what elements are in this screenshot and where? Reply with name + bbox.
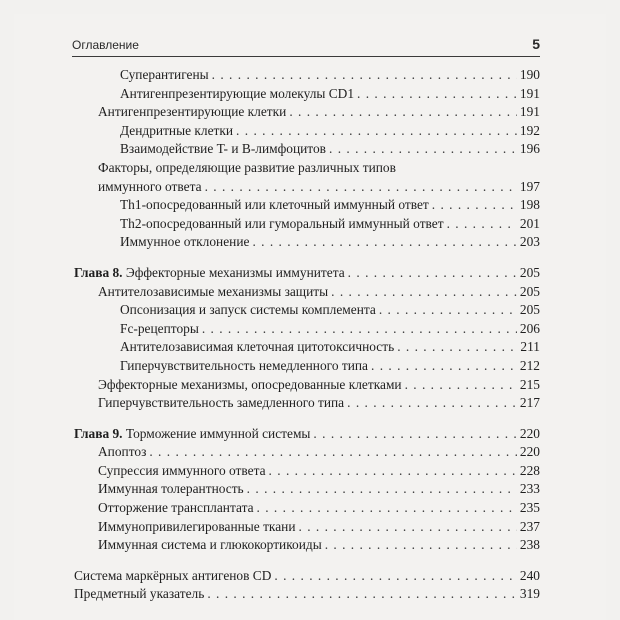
toc-entry — [74, 443, 540, 462]
section-gap — [74, 413, 540, 425]
toc-entry-row — [98, 536, 540, 555]
toc-chapter — [74, 425, 540, 444]
dot-leader — [149, 443, 517, 462]
toc-entry-title: Эффекторные механизмы, опосредованные клетками — [98, 376, 402, 392]
dot-leader — [274, 567, 517, 586]
toc-entry — [74, 480, 540, 499]
toc-entry-page: 191 — [519, 85, 540, 101]
toc-entry — [74, 233, 540, 252]
toc-entry-title: Антителозависимые механизмы защиты — [98, 283, 329, 299]
toc-entry — [74, 301, 540, 320]
toc-entry-row — [98, 283, 540, 302]
section-gap — [74, 252, 540, 264]
toc-entry-title: Иммунная система и глюкокортикоиды — [98, 537, 322, 553]
toc-entry-row — [120, 140, 540, 159]
toc-entry-page: 196 — [519, 141, 540, 157]
toc-entry — [74, 103, 540, 122]
toc-entry-title: Антигенпрезентирующие клетки — [98, 104, 287, 120]
toc-entry-title — [74, 425, 310, 444]
toc-entry-row — [98, 103, 540, 122]
toc-entry-row — [98, 518, 540, 537]
toc-entry — [74, 140, 540, 159]
toc-entry-page: 237 — [519, 518, 540, 534]
toc-entry-title: Супрессия иммунного ответа — [98, 462, 266, 478]
toc-entry — [74, 66, 540, 85]
toc-entry-row — [120, 215, 540, 234]
toc-entry — [74, 215, 540, 234]
toc-entry-title-continued: иммунного ответа — [98, 178, 202, 194]
toc-entry-row — [98, 443, 540, 462]
toc-entry — [74, 536, 540, 555]
toc-entry-title: Факторы, определяющие развитие различных типов — [98, 159, 396, 175]
dot-leader — [329, 140, 517, 159]
toc-entry-row — [98, 394, 540, 413]
toc-entry-page: 190 — [519, 67, 540, 82]
toc-entry-row — [98, 178, 540, 197]
toc-entry-page: 205 — [519, 264, 540, 280]
chapter-label: Глава 9. — [74, 425, 123, 441]
dot-leader — [252, 233, 516, 252]
toc-entry-page: 211 — [520, 339, 540, 355]
dot-leader — [331, 283, 517, 302]
toc-entry — [74, 122, 540, 141]
toc-entry-page: 198 — [519, 197, 540, 213]
toc-entry-title: Дендритные клетки — [120, 122, 234, 138]
dot-leader — [347, 394, 517, 413]
toc-entry-page: 228 — [519, 462, 540, 478]
toc-entry — [74, 499, 540, 518]
toc-entry-title: Th2-опосредованный или гуморальный иммунный ответ — [120, 215, 444, 231]
dot-leader — [325, 536, 517, 555]
toc-entry-title: Суперантигены — [120, 67, 209, 82]
toc-entry — [74, 394, 540, 413]
toc-entry-line — [74, 159, 540, 178]
toc-entry — [74, 178, 540, 197]
toc-entry-title: Иммунная толерантность — [98, 481, 244, 497]
header-rule — [72, 56, 540, 57]
toc-entry-row — [74, 264, 540, 283]
dot-leader — [205, 178, 517, 197]
toc-entry-page: 203 — [519, 234, 540, 250]
toc-entry-page: 319 — [519, 586, 540, 602]
toc-entry-page: 205 — [519, 302, 540, 318]
toc-entry — [74, 518, 540, 537]
dot-leader — [379, 301, 517, 320]
toc-entry — [74, 462, 540, 481]
toc-entry-title: Отторжение трансплантата — [98, 500, 254, 516]
toc-entry-row — [120, 301, 540, 320]
dot-leader — [207, 585, 517, 604]
dot-leader — [289, 103, 517, 122]
toc-entry-title: Антителозависимая клеточная цитотоксичность — [120, 339, 395, 355]
dot-leader — [397, 338, 517, 357]
toc-entry-page: 235 — [519, 500, 540, 516]
dot-leader — [202, 320, 517, 339]
toc-entry-title — [74, 264, 345, 283]
chapter-title: Эффекторные механизмы иммунитета — [125, 264, 345, 280]
chapter-title: Торможение иммунной системы — [125, 425, 311, 441]
toc-entry — [74, 357, 540, 376]
toc-entry-row — [98, 462, 540, 481]
toc-entry-row — [74, 567, 540, 586]
toc-entry-page: 201 — [519, 215, 540, 231]
dot-leader — [247, 480, 517, 499]
dot-leader — [348, 264, 517, 283]
running-head-page-number: 5 — [532, 36, 540, 52]
toc-chapter — [74, 264, 540, 283]
toc-entry-page: 238 — [519, 537, 540, 553]
toc-entry-page: 212 — [519, 357, 540, 373]
toc-entry-page: 191 — [519, 104, 540, 120]
toc-entry-title: Взаимодействие T- и B-лимфоцитов — [120, 141, 326, 157]
toc-entry — [74, 585, 540, 604]
toc-entry-row — [98, 376, 540, 395]
toc-entry-page: 205 — [519, 283, 540, 299]
toc-entry-row — [120, 357, 540, 376]
dot-leader — [357, 85, 517, 104]
dot-leader — [299, 518, 517, 537]
dot-leader — [257, 499, 517, 518]
dot-leader — [447, 215, 517, 234]
toc-entry-title: Предметный указатель — [74, 586, 205, 602]
toc-entry-row — [74, 425, 540, 444]
running-head-title: Оглавление — [72, 38, 139, 52]
toc-entry-page: 197 — [519, 178, 540, 194]
toc-entry — [74, 283, 540, 302]
toc-entry-title: Опсонизация и запуск системы комплемента — [120, 302, 376, 318]
toc-entry-page: 217 — [519, 395, 540, 411]
toc-entry-row — [120, 196, 540, 215]
toc-entry — [74, 567, 540, 586]
toc-entry-title: Апоптоз — [98, 444, 147, 460]
dot-leader — [236, 122, 517, 141]
dot-leader — [269, 462, 517, 481]
toc-entry-title: Th1-опосредованный или клеточный иммунный ответ — [120, 197, 429, 213]
toc-entry — [74, 85, 540, 104]
toc-entry-title: Fc-рецепторы — [120, 320, 199, 336]
dot-leader — [313, 425, 516, 444]
toc-entry-row — [120, 320, 540, 339]
toc-entry-row — [120, 233, 540, 252]
toc-entry-page: 240 — [519, 567, 540, 583]
toc-entry-title: Иммунное отклонение — [120, 234, 250, 250]
toc-entry-title: Система маркёрных антигенов CD — [74, 567, 272, 583]
toc-entry-title: Иммунопривилегированные ткани — [98, 518, 296, 534]
toc-entry — [74, 338, 540, 357]
toc-entry-page: 206 — [519, 320, 540, 336]
toc-entry — [74, 376, 540, 395]
toc-entry-title: Гиперчувствительность замедленного типа — [98, 395, 345, 411]
toc-entry-row — [74, 585, 540, 604]
dot-leader — [405, 376, 517, 395]
toc-entry-title: Гиперчувствительность немедленного типа — [120, 357, 369, 373]
toc-entry-row — [98, 499, 540, 518]
toc-entry-row — [120, 66, 540, 85]
toc-entry — [74, 196, 540, 215]
section-gap — [74, 555, 540, 567]
toc-entry-row — [98, 480, 540, 499]
toc-entry-page: 220 — [519, 425, 540, 441]
toc-entry-page: 215 — [519, 376, 540, 392]
toc-entry-page: 192 — [519, 122, 540, 138]
toc-entry-page: 220 — [519, 444, 540, 460]
chapter-label: Глава 8. — [74, 264, 123, 280]
dot-leader — [212, 66, 517, 85]
toc-entry-row — [120, 338, 540, 357]
dot-leader — [432, 196, 517, 215]
table-of-contents — [74, 66, 540, 604]
toc-entry — [74, 320, 540, 339]
toc-entry-row — [120, 122, 540, 141]
dot-leader — [371, 357, 517, 376]
toc-entry-row — [120, 85, 540, 104]
toc-entry-page: 233 — [519, 481, 540, 497]
toc-entry-title: Антигенпрезентирующие молекулы CD1 — [120, 85, 355, 101]
